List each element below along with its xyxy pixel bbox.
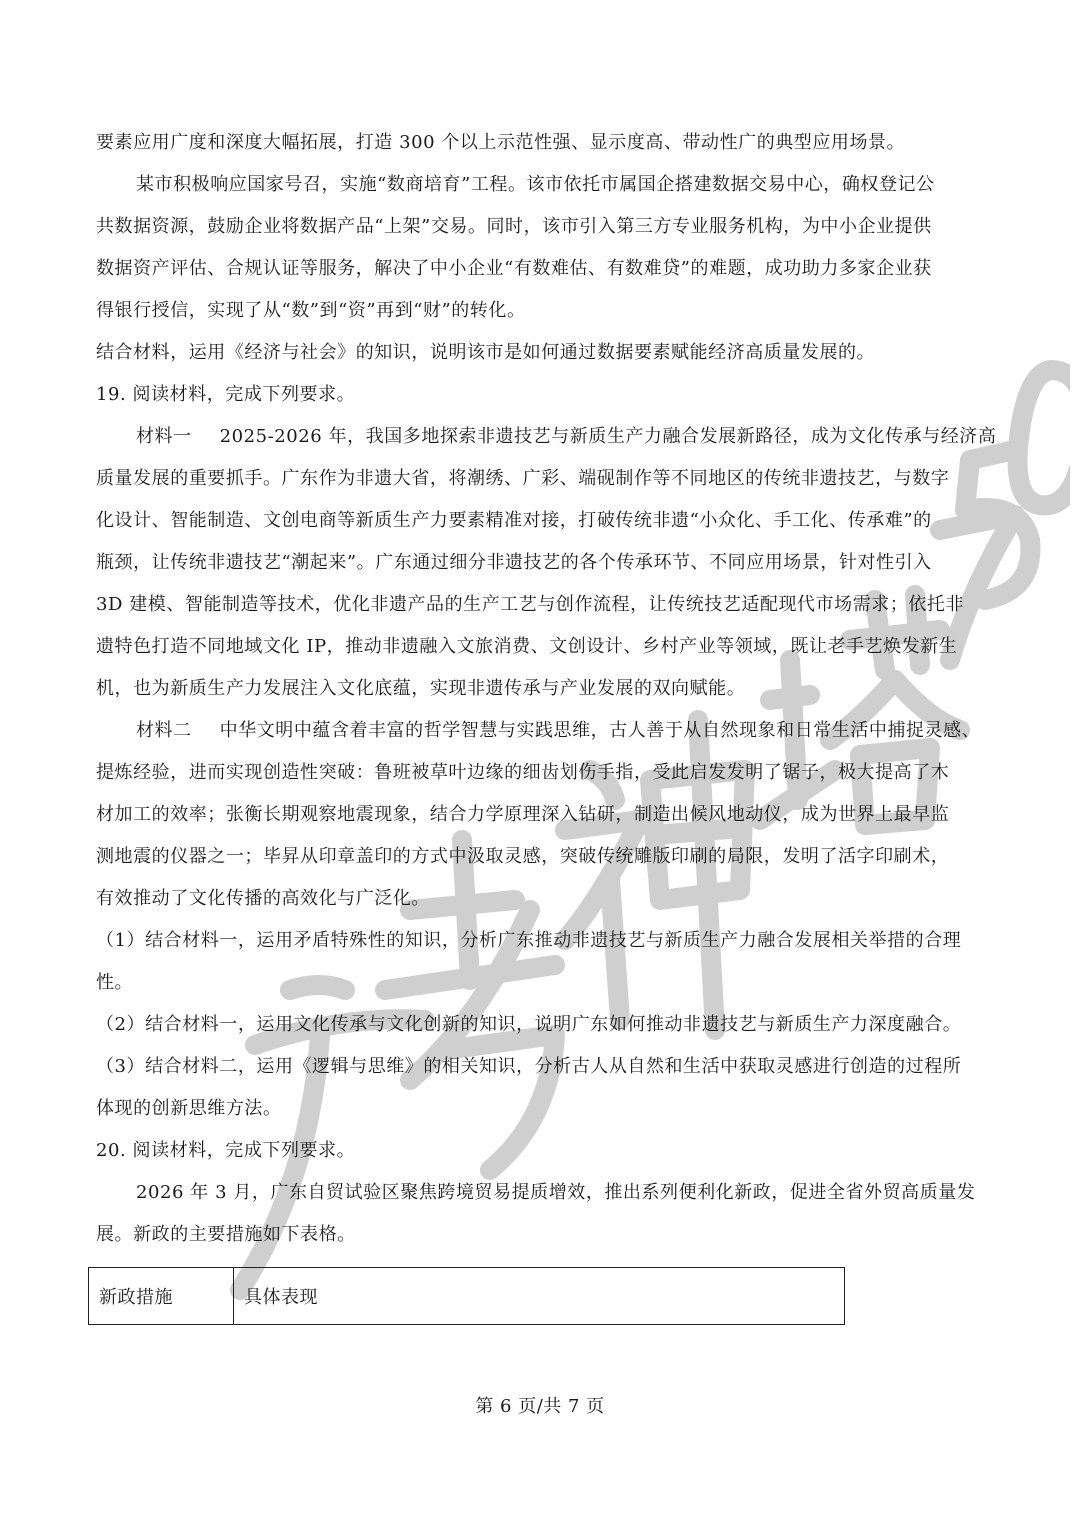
text-line: 2025-2026 年，我国多地探索非遗技艺与新质生产力融合发展新路径，成为文化传承与经济高 xyxy=(219,426,997,447)
sub-question-3-cont: 体现的创新思维方法。 xyxy=(96,1098,282,1119)
text-line: 2026 年 3 月，广东自贸试验区聚焦跨境贸易提质增效，推出系列便利化新政，促进全省外贸高质量发 xyxy=(136,1182,976,1203)
question-prompt: 结合材料，运用《经济与社会》的知识，说明该市是如何通过数据要素赋能经济高质量发展的。 xyxy=(96,342,876,363)
text-line: 某市积极响应国家号召，实施“数商培育”工程。该市依托市属国企搭建数据交易中心，确权登记公 xyxy=(136,174,935,195)
text-line: 遗特色打造不同地域文化 IP，推动非遗融入文旅消费、文创设计、乡村产业等领域，既让老手艺焕发新生 xyxy=(96,636,958,657)
sub-question-2: （2）结合材料一，运用文化传承与文化创新的知识，说明广东如何推动非遗技艺与新质生产力深度融合。 xyxy=(96,1014,962,1035)
question-20-heading: 20. 阅读材料，完成下列要求。 xyxy=(96,1140,356,1161)
document-body xyxy=(96,122,997,1256)
text-line: 共数据资源，鼓励企业将数据产品“上架”交易。同时，该市引入第三方专业服务机构，为中小企业提供 xyxy=(96,216,932,237)
text-line: 测地震的仪器之一；毕昇从印章盖印的方式中汲取灵感，突破传统雕版印刷的局限，发明了活字印刷术， xyxy=(96,846,950,867)
table-header-cell: 新政措施 xyxy=(89,1268,234,1325)
text-line: 化设计、智能制造、文创电商等新质生产力要素精准对接，打破传统非遗“小众化、手工化、传承难”的 xyxy=(96,510,932,531)
text-line: 中华文明中蕴含着丰富的哲学智慧与实践思维，古人善于从自然现象和日常生活中捕捉灵感、 xyxy=(219,720,981,741)
question-19-heading: 19. 阅读材料，完成下列要求。 xyxy=(96,384,356,405)
material-one-first-line xyxy=(96,416,997,458)
text-line: 提炼经验，进而实现创造性突破：鲁班被草叶边缘的细齿划伤手指，受此启发发明了锯子，极大提高了木 xyxy=(96,762,950,783)
table-header-cell: 具体表现 xyxy=(234,1268,845,1325)
sub-question-1: （1）结合材料一，运用矛盾特殊性的知识，分析广东推动非遗技艺与新质生产力融合发展相关举措的合理 xyxy=(96,930,962,951)
text-line: 材加工的效率；张衡长期观察地震现象，结合力学原理深入钻研，制造出候风地动仪，成为世界上最早监 xyxy=(96,804,950,825)
text-line: 要素应用广度和深度大幅拓展，打造 300 个以上示范性强、显示度高、带动性广的典型应用场景。 xyxy=(96,132,906,153)
material-one-label: 材料一 xyxy=(136,426,192,447)
text-line: 数据资产评估、合规认证等服务，解决了中小企业“有数难估、有数难贷”的难题，成功助力多家企业获 xyxy=(96,258,932,279)
policy-table xyxy=(88,1267,845,1325)
material-two-label: 材料二 xyxy=(136,720,192,741)
text-line: 得银行授信，实现了从“数”到“资”再到“财”的转化。 xyxy=(96,300,526,321)
sub-question-3: （3）结合材料二，运用《逻辑与思维》的相关知识，分析古人从自然和生活中获取灵感进行创造的过程所 xyxy=(96,1056,962,1077)
text-line: 3D 建模、智能制造等技术，优化非遗产品的生产工艺与创作流程，让传统技艺适配现代市场需求；依托非 xyxy=(96,594,965,615)
text-line: 展。新政的主要措施如下表格。 xyxy=(96,1224,356,1245)
material-two-first-line xyxy=(96,710,986,752)
text-line: 有效推动了文化传播的高效化与广泛化。 xyxy=(96,888,430,909)
page-footer: 第 6 页/共 7 页 xyxy=(475,1396,605,1417)
text-line: 质量发展的重要抓手。广东作为非遗大省，将潮绣、广彩、端砚制作等不同地区的传统非遗技艺，与数字 xyxy=(96,468,950,489)
sub-question-1-cont: 性。 xyxy=(96,972,134,993)
table-row xyxy=(89,1268,845,1325)
text-line: 瓶颈，让传统非遗技艺“潮起来”。广东通过细分非遗技艺的各个传承环节、不同应用场景，针对性引入 xyxy=(96,552,932,573)
text-line: 机，也为新质生产力发展注入文化底蕴，实现非遗传承与产业发展的双向赋能。 xyxy=(96,678,746,699)
